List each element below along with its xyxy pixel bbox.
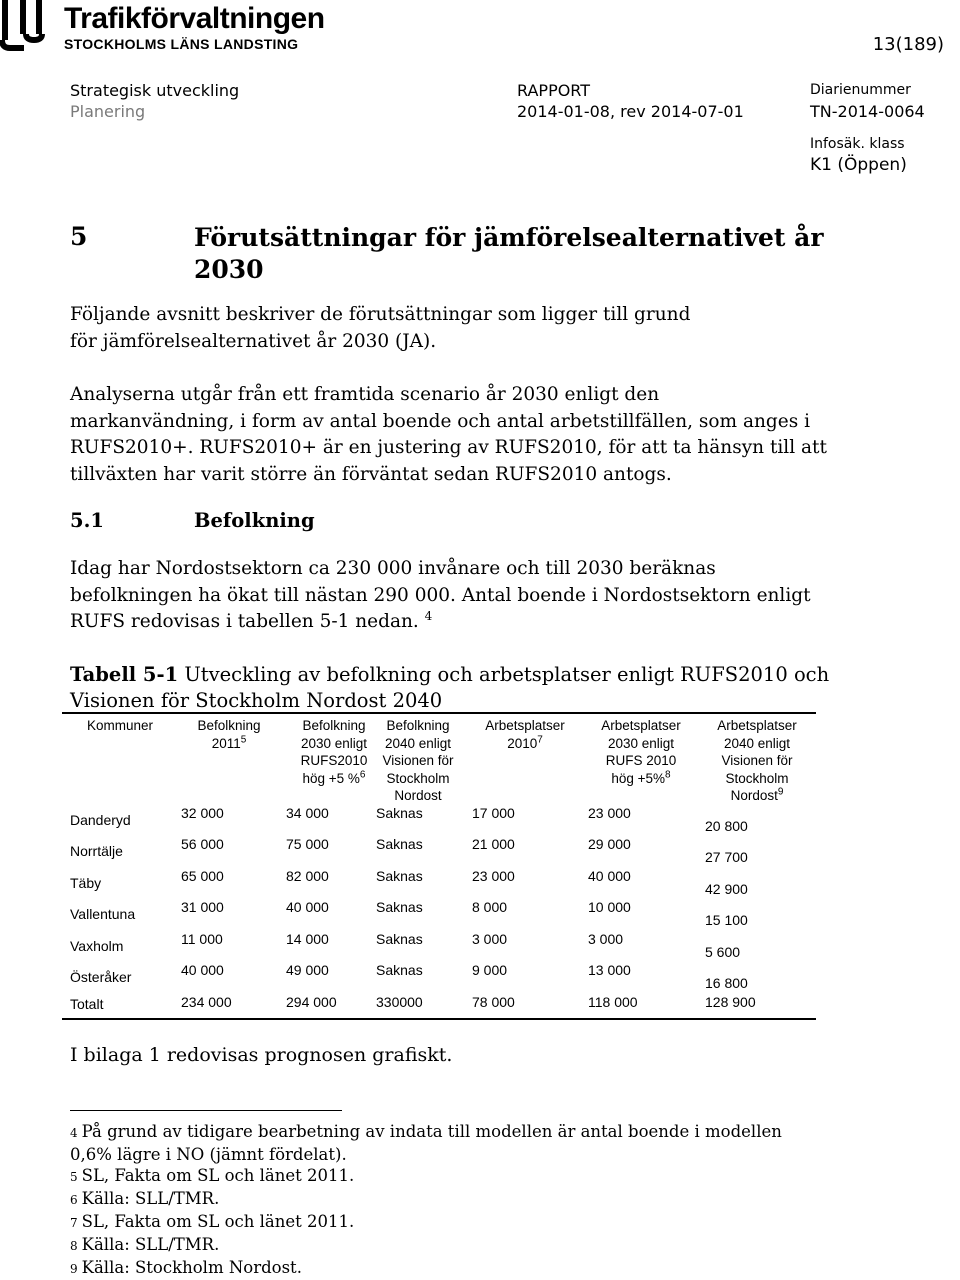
security-value: K1 (Öppen) (810, 155, 907, 175)
table-cell: 5 600 (705, 943, 741, 960)
table-cell: 82 000 (286, 867, 329, 884)
header-center (517, 80, 744, 122)
section-paragraph-2 (70, 382, 860, 488)
table-cell: 27 700 (705, 849, 748, 866)
table-cell: 234 000 (181, 994, 232, 1011)
column-header: Befolkning 2030 enligt RUFS2010 hög +5 %$^6$ (300, 718, 368, 786)
column-header: Arbetsplatser 2010$^7$ (485, 718, 565, 751)
footnote-number: 7 (70, 1216, 78, 1230)
column-header: Kommuner (86, 718, 154, 733)
footnote-reference: 4 (424, 608, 433, 623)
table-cell: 34 000 (286, 805, 329, 821)
table-cell: 15 100 (705, 912, 748, 929)
footnote-text: Källa: Stockholm Nordost. (81, 1258, 302, 1277)
header-right (810, 80, 925, 176)
table-caption-text: Utveckling av befolkning och arbetsplatser enligt RUFS2010 och (178, 663, 830, 686)
subsection-paragraph (70, 556, 860, 636)
row-name: Täby (70, 874, 102, 891)
table-cell: 23 000 (588, 805, 631, 821)
column-header: Arbetsplatser 2030 enligt RUFS 2010 hög +5%$^8$ (601, 718, 681, 786)
table-cell: 40 000 (286, 899, 329, 916)
table-cell: 17 000 (472, 805, 515, 821)
footnote-number: 5 (70, 1170, 78, 1184)
table-cell: Saknas (376, 805, 423, 821)
table-cell: 11 000 (181, 930, 223, 947)
table-cell: 42 900 (705, 880, 748, 897)
footnote (70, 1121, 850, 1144)
table-cell: 78 000 (472, 994, 515, 1011)
footnotes (70, 1121, 850, 1280)
footnote (70, 1211, 850, 1234)
row-name: Vaxholm (70, 937, 124, 954)
table-cell: 75 000 (286, 836, 329, 853)
logo-name: Trafikförvaltningen (64, 2, 325, 35)
table-cell: 9 000 (472, 962, 508, 978)
footnote (70, 1144, 850, 1165)
organization-logo (0, 0, 330, 52)
table-cell: 3 000 (588, 930, 624, 947)
footnote-number: 9 (70, 1262, 78, 1276)
header-left (70, 80, 239, 122)
footnote-text: SL, Fakta om SL och länet 2011. (81, 1166, 355, 1185)
table-cell: 49 000 (286, 962, 329, 978)
department-name: Planering (70, 102, 146, 121)
table-caption-label: Tabell 5-1 (70, 663, 179, 686)
footnote-number: 4 (70, 1126, 78, 1140)
footnote (70, 1234, 850, 1257)
footnote-text: 0,6% lägre i NO (jämnt fördelat). (70, 1145, 347, 1164)
logo-subtitle: STOCKHOLMS LÄNS LANDSTING (64, 36, 299, 52)
table-cell: 31 000 (181, 899, 224, 916)
column-header: Befolkning 2011$^5$ (197, 718, 261, 751)
footnote-text: SL, Fakta om SL och länet 2011. (81, 1212, 355, 1231)
table-cell: 23 000 (472, 867, 515, 884)
table-cell: 56 000 (181, 836, 224, 853)
subsection-title: Befolkning (194, 509, 315, 532)
table-cell: 40 000 (588, 867, 631, 884)
table-cell: 14 000 (286, 930, 329, 947)
page-number: 13(189) (872, 34, 944, 55)
footnote (70, 1188, 850, 1211)
table-cell: 118 000 (588, 994, 638, 1011)
diary-label: Diarienummer (810, 82, 911, 98)
table-cell: 3 000 (472, 930, 508, 947)
table-cell: 294 000 (286, 994, 337, 1011)
table-caption (70, 662, 850, 714)
footnote (70, 1165, 850, 1188)
row-name: Vallentuna (70, 906, 136, 923)
paragraph-line-text: RUFS redovisas i tabellen 5-1 nedan. (70, 611, 419, 632)
table-cell: 330000 (376, 994, 423, 1011)
table-cell: 29 000 (588, 836, 631, 853)
table-cell: 20 800 (705, 818, 748, 834)
footnote-text: Källa: SLL/TMR. (81, 1235, 220, 1254)
doc-date: 2014-01-08, rev 2014-07-01 (517, 102, 744, 121)
section-paragraph-1: Följande avsnitt beskriver de förutsättningar som ligger till grund för jämförelsealternativet år 2030 (JA). (70, 304, 691, 352)
security-label: Infosäk. klass (810, 136, 905, 152)
table-cell: 21 000 (472, 836, 515, 853)
table-cell: 128 900 (705, 994, 756, 1011)
population-table (62, 712, 816, 1020)
table-cell: Saknas (376, 867, 423, 884)
unit-name: Strategisk utveckling (70, 81, 240, 100)
paragraph-line: markanvändning, i form av antal boende och antal arbetstillfällen, som anges i (70, 410, 810, 432)
table-cell: Saknas (376, 836, 423, 853)
section-number: 5 (70, 222, 88, 251)
footnote-text: På grund av tidigare bearbetning av indata till modellen är antal boende i modellen (81, 1122, 782, 1141)
column-header: Arbetsplatser 2040 enligt Visionen för Stockholm Nordost$^9$ (717, 718, 797, 803)
footnote-text: Källa: SLL/TMR. (81, 1189, 220, 1208)
table-cell: 10 000 (588, 899, 631, 916)
paragraph-line: tillväxten har varit större än förväntat sedan RUFS2010 antogs. (70, 463, 672, 485)
column-header: Befolkning 2040 enligt Visionen för Stockholm Nordost (382, 718, 454, 803)
paragraph-line: RUFS2010+. RUFS2010+ är en justering av RUFS2010, för att ta hänsyn till att (70, 437, 827, 458)
subsection-number: 5.1 (70, 509, 104, 532)
section-title: Förutsättningar för jämförelsealternativet år 2030 (194, 223, 824, 284)
logo-mark-icon (0, 0, 62, 52)
table-cell: 13 000 (588, 962, 631, 978)
paragraph-line: befolkningen ha ökat till nästan 290 000. Antal boende i Nordostsektorn enligt (70, 584, 811, 606)
appendix-note: I bilaga 1 redovisas prognosen grafiskt. (70, 1044, 453, 1066)
row-name: Norrtälje (70, 843, 123, 860)
footnote-number: 6 (70, 1193, 78, 1207)
table-cell: 8 000 (472, 899, 508, 916)
paragraph-line: Analyserna utgår från ett framtida scenario år 2030 enligt den (70, 384, 660, 405)
table-cell: 65 000 (181, 867, 224, 884)
footnote-separator (70, 1110, 342, 1111)
diary-number: TN-2014-0064 (810, 102, 925, 121)
table-cell: 32 000 (181, 805, 224, 821)
paragraph-line (70, 609, 860, 636)
table-caption-text-2: Visionen för Stockholm Nordost 2040 (70, 689, 443, 712)
table-cell: Saknas (376, 899, 423, 916)
row-name: Österåker (70, 969, 132, 985)
table-cell: 16 800 (705, 975, 748, 991)
table-cell: Saknas (376, 962, 423, 978)
footnote-number: 8 (70, 1239, 78, 1253)
table-cell: 40 000 (181, 962, 224, 978)
paragraph-line: Idag har Nordostsektorn ca 230 000 invånare och till 2030 beräknas (70, 558, 716, 579)
row-name: Danderyd (70, 812, 131, 828)
row-name: Totalt (70, 996, 104, 1013)
doc-type: RAPPORT (517, 81, 591, 100)
table-cell: Saknas (376, 930, 423, 947)
